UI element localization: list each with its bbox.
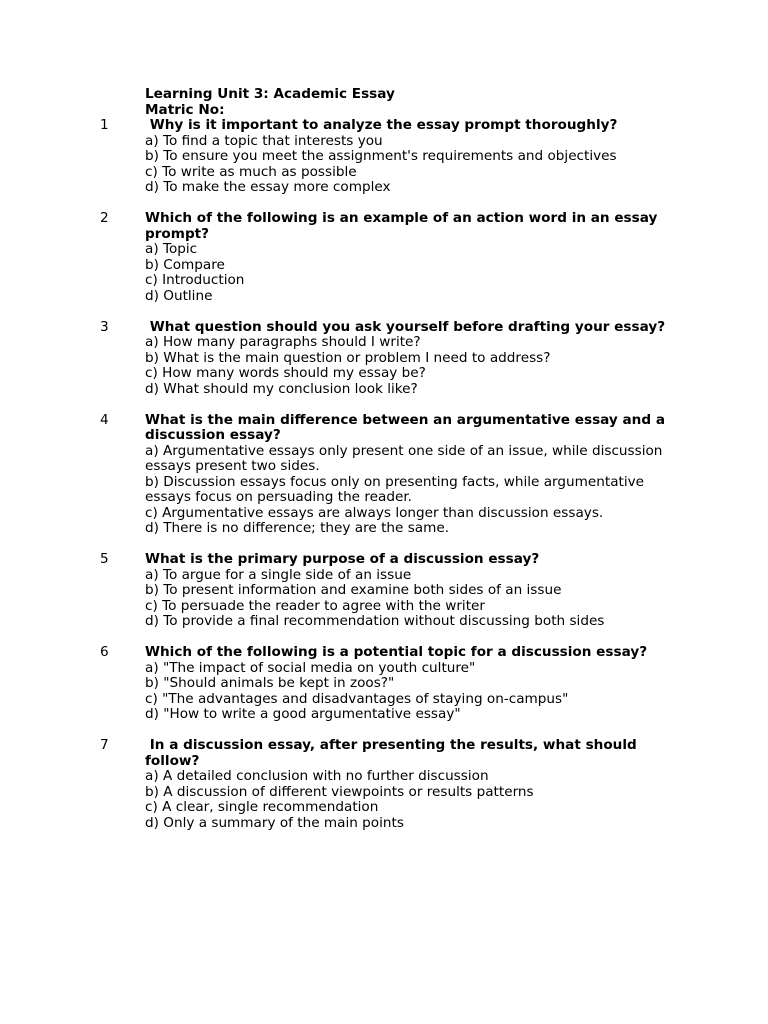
question-text: Which of the following is an example of an action word in an essay prompt?: [145, 210, 663, 242]
question-text: What question should you ask yourself before drafting your essay?: [145, 318, 666, 335]
question-number: 3: [100, 318, 109, 335]
option-c: c) A clear, single recommendation: [145, 799, 379, 815]
option-c: c) To write as much as possible: [145, 163, 357, 180]
question-7: [0, 738, 768, 831]
option-a: a) How many paragraphs should I write?: [145, 334, 421, 350]
option-c: c) How many words should my essay be?: [145, 365, 426, 381]
option-a: a) A detailed conclusion with no further discussion: [145, 768, 489, 784]
document-title: Learning Unit 3: Academic Essay: [145, 86, 395, 102]
question-text: What is the main difference between an argumentative essay and a discussion essay?: [145, 411, 670, 443]
option-a: a) Topic: [145, 241, 198, 257]
matric-number-label: Matric No:: [145, 101, 225, 118]
option-c: c) Introduction: [145, 272, 245, 288]
option-d: d) Outline: [145, 287, 213, 304]
option-c: c) "The advantages and disadvantages of staying on-campus": [145, 690, 569, 707]
option-d: d) What should my conclusion look like?: [145, 380, 418, 397]
option-a: a) "The impact of social media on youth culture": [145, 659, 476, 676]
question-list: [0, 118, 768, 847]
question-number: 2: [100, 210, 109, 226]
question-number: 7: [100, 737, 109, 753]
option-b: b) To present information and examine both sides of an issue: [145, 582, 562, 598]
option-a: a) Argumentative essays only present one side of an issue, while discussion essays present two sides.: [145, 442, 663, 474]
option-d: d) Only a summary of the main points: [145, 814, 404, 831]
option-b: b) A discussion of different viewpoints or results patterns: [145, 783, 534, 800]
option-b: b) "Should animals be kept in zoos?": [145, 675, 395, 691]
question-number: 4: [100, 411, 109, 428]
option-c: c) Argumentative essays are always longer than discussion essays.: [145, 504, 604, 521]
question-6: [0, 645, 768, 723]
question-1: [0, 118, 768, 196]
option-b: b) What is the main question or problem I need to address?: [145, 349, 551, 366]
document-header: [145, 87, 395, 118]
option-d: d) "How to write a good argumentative essay": [145, 706, 461, 722]
question-number: 6: [100, 644, 109, 660]
option-d: d) To make the essay more complex: [145, 179, 391, 195]
question-text: Why is it important to analyze the essay prompt thoroughly?: [145, 117, 618, 133]
option-b: b) Discussion essays focus only on presenting facts, while argumentative essays focus on persuading the reader.: [145, 473, 645, 505]
question-number: 5: [100, 551, 109, 567]
option-b: b) Compare: [145, 256, 225, 273]
question-3: [0, 320, 768, 398]
option-b: b) To ensure you meet the assignment's requirements and objectives: [145, 148, 617, 164]
question-text: Which of the following is a potential topic for a discussion essay?: [145, 644, 648, 660]
question-5: [0, 552, 768, 630]
question-4: [0, 413, 768, 537]
option-c: c) To persuade the reader to agree with the writer: [145, 597, 485, 614]
option-a: a) To argue for a single side of an issue: [145, 566, 412, 583]
question-number: 1: [100, 117, 109, 133]
option-a: a) To find a topic that interests you: [145, 132, 383, 149]
option-d: d) There is no difference; they are the same.: [145, 520, 450, 536]
question-text: In a discussion essay, after presenting the results, what should follow?: [145, 737, 642, 769]
question-text: What is the primary purpose of a discussion essay?: [145, 551, 540, 567]
question-2: [0, 211, 768, 304]
option-d: d) To provide a final recommendation without discussing both sides: [145, 613, 605, 629]
